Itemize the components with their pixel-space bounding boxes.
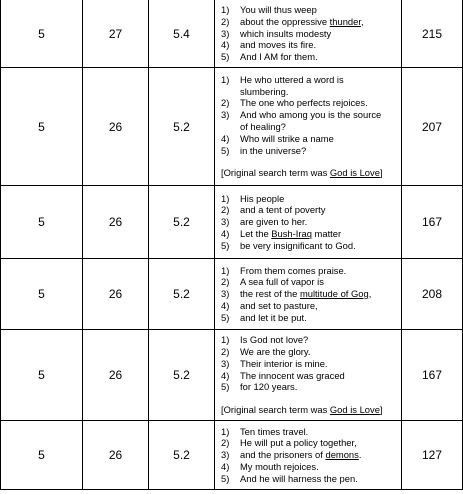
line-text [240, 133, 399, 145]
cell-col5: 215 [402, 0, 463, 68]
verse-text: His people [240, 192, 285, 204]
line-number: 1) [221, 4, 230, 15]
cell-col5: 208 [402, 259, 463, 330]
cell-col1: 5 [1, 68, 83, 186]
verse-line [221, 473, 399, 485]
verse-text: matter [311, 227, 342, 239]
line-text [240, 193, 399, 205]
line-text [240, 265, 399, 277]
cell-col5: 207 [402, 68, 463, 186]
line-text [240, 145, 399, 157]
table-row [1, 421, 463, 490]
table-row [1, 259, 463, 330]
verse-text: We are the glory. [240, 345, 311, 357]
line-text [240, 358, 399, 370]
verse-line [221, 145, 399, 157]
verse-text: and let it be put. [240, 311, 307, 323]
cell-col1: 5 [1, 421, 83, 490]
line-text [240, 121, 399, 133]
line-text [240, 74, 399, 86]
line-text [240, 276, 399, 288]
line-text [240, 426, 399, 438]
verse-text: in the universe? [240, 144, 307, 156]
verse-cell [215, 0, 402, 68]
line-number: 2) [221, 437, 230, 449]
verse-text: and a tent of poverty [240, 204, 326, 216]
cell-col1: 5 [1, 0, 83, 68]
line-text [240, 370, 399, 382]
verse-text: And I AM for them. [240, 51, 318, 63]
verse-line [221, 28, 399, 40]
verse-text: are given to her. [240, 216, 308, 228]
verse-line [221, 109, 399, 121]
line-number: 1) [221, 192, 230, 204]
line-number: 2) [221, 97, 230, 109]
cell-col1: 5 [1, 330, 83, 421]
verse-line [221, 276, 399, 288]
table-row [1, 186, 463, 259]
verse-text: . [358, 449, 362, 461]
underlined-term: demons [325, 449, 359, 461]
verse-text: Is God not love? [240, 334, 309, 346]
verse-text: Ten times travel. [240, 425, 309, 437]
verse-text: about the oppressive [240, 15, 330, 27]
table-row [1, 330, 463, 421]
line-text [240, 51, 399, 63]
verse-line [221, 193, 399, 205]
verse-text: , [368, 288, 372, 300]
line-number [221, 121, 240, 133]
verse-cell [215, 259, 402, 330]
line-number: 4) [221, 460, 230, 472]
line-number: 2) [221, 15, 230, 27]
verse-cell [215, 330, 402, 421]
verse-line [221, 312, 399, 324]
cell-col1: 5 [1, 186, 83, 259]
cell-col3: 5.2 [149, 186, 215, 259]
line-text [240, 334, 399, 346]
line-number: 4) [221, 369, 230, 381]
verse-text: He will put a policy together, [240, 437, 357, 449]
verse-cell [215, 186, 402, 259]
verse-cell [215, 68, 402, 186]
verse-text: Their interior is mine. [240, 357, 328, 369]
line-text [240, 28, 399, 40]
verse-text: which insults modesty [240, 27, 332, 39]
line-text [240, 461, 399, 473]
line-number: 5) [221, 144, 230, 156]
line-number: 5) [221, 239, 230, 251]
line-text [240, 16, 399, 28]
search-term-note [221, 167, 399, 179]
line-number: 1) [221, 264, 230, 276]
cell-col5: 167 [402, 330, 463, 421]
verse-text: be very insignificant to God. [240, 239, 356, 251]
verse-line [221, 461, 399, 473]
line-text [240, 437, 399, 449]
line-number: 5) [221, 472, 230, 484]
line-text [240, 300, 399, 312]
table-row [1, 68, 463, 186]
line-number: 1) [221, 73, 230, 85]
line-text [240, 4, 399, 16]
verse-line [221, 370, 399, 382]
verse-text: [Original search term was [221, 167, 330, 179]
line-number: 3) [221, 357, 230, 369]
verse-line [221, 133, 399, 145]
cell-col2: 26 [83, 68, 149, 186]
cell-col3: 5.2 [149, 330, 215, 421]
verse-text: , [360, 15, 364, 27]
line-number: 3) [221, 27, 230, 39]
verse-line [221, 426, 399, 438]
verse-text: Let the [240, 227, 272, 239]
verse-text: You will thus weep [240, 4, 317, 15]
verse-text: My mouth rejoices. [240, 460, 319, 472]
line-number: 1) [221, 425, 230, 437]
verse-text: Who will strike a name [240, 132, 334, 144]
verse-line [221, 288, 399, 300]
line-number: 4) [221, 132, 230, 144]
line-number: 5) [221, 51, 230, 63]
line-text [240, 312, 399, 324]
verse-text: and moves its fire. [240, 39, 317, 51]
cell-col2: 26 [83, 259, 149, 330]
cell-col5: 127 [402, 421, 463, 490]
line-number: 3) [221, 449, 230, 461]
verse-line [221, 121, 399, 133]
table-row [1, 0, 463, 68]
line-text [240, 109, 399, 121]
line-number: 4) [221, 39, 230, 51]
verse-text: for 120 years. [240, 381, 298, 393]
line-number: 3) [221, 288, 230, 300]
verse-line [221, 449, 399, 461]
line-text [240, 216, 399, 228]
line-text [240, 228, 399, 240]
verse-text: He who uttered a word is [240, 73, 344, 85]
verse-line [221, 240, 399, 252]
verse-line [221, 437, 399, 449]
cell-col2: 26 [83, 186, 149, 259]
verse-text: and the prisoners of [240, 449, 326, 461]
cell-col3: 5.2 [149, 421, 215, 490]
verse-line [221, 51, 399, 63]
line-text [240, 86, 399, 98]
verse-line [221, 228, 399, 240]
line-text [240, 204, 399, 216]
verse-line [221, 74, 399, 86]
verse-text: of healing? [240, 121, 286, 132]
line-number: 4) [221, 299, 230, 311]
line-text [240, 240, 399, 252]
verse-text: and set to pasture, [240, 299, 318, 311]
verse-text: A sea full of vapor is [240, 276, 324, 288]
verse-cell [215, 421, 402, 490]
line-number: 2) [221, 276, 230, 288]
line-text [240, 97, 399, 109]
verse-line [221, 300, 399, 312]
line-number: 5) [221, 311, 230, 323]
line-text [240, 288, 399, 300]
verse-text: the rest of the [240, 288, 300, 300]
line-number: 4) [221, 227, 230, 239]
verse-line [221, 16, 399, 28]
verse-line [221, 39, 399, 51]
cell-col2: 26 [83, 330, 149, 421]
cell-col2: 27 [83, 0, 149, 68]
verse-text: The one who perfects rejoices. [240, 97, 368, 109]
underlined-term: God is Love [329, 167, 380, 179]
line-text [240, 39, 399, 51]
underlined-term: thunder [329, 15, 361, 27]
underlined-term: God is Love [329, 404, 380, 416]
underlined-term: Bush-Iraq [271, 227, 312, 239]
verse-line [221, 216, 399, 228]
cell-col5: 167 [402, 186, 463, 259]
verse-line [221, 204, 399, 216]
cell-col1: 5 [1, 259, 83, 330]
verse-line [221, 334, 399, 346]
line-text [240, 346, 399, 358]
verse-line [221, 381, 399, 393]
line-number: 2) [221, 345, 230, 357]
verse-line [221, 265, 399, 277]
verse-text: ] [379, 404, 383, 416]
search-term-note [221, 404, 399, 416]
line-number: 3) [221, 109, 230, 121]
verse-line [221, 4, 399, 16]
results-table-body [1, 0, 463, 490]
line-number: 1) [221, 334, 230, 346]
verse-text: From them comes praise. [240, 264, 347, 276]
cell-col2: 26 [83, 421, 149, 490]
line-text [240, 449, 399, 461]
line-number [221, 86, 240, 98]
cell-col3: 5.2 [149, 259, 215, 330]
verse-line [221, 97, 399, 109]
verse-text: And who among you is the source [240, 109, 382, 121]
verse-text: The innocent was graced [240, 369, 345, 381]
underlined-term: multitude of Gog [299, 288, 369, 300]
line-number: 3) [221, 216, 230, 228]
verse-line [221, 346, 399, 358]
verse-text: And he will harness the pen. [240, 472, 358, 484]
line-number: 5) [221, 381, 230, 393]
verse-line [221, 358, 399, 370]
verse-text: ] [379, 167, 383, 179]
cell-col3: 5.4 [149, 0, 215, 68]
verse-text: [Original search term was [221, 404, 330, 416]
line-text [240, 473, 399, 485]
cell-col3: 5.2 [149, 68, 215, 186]
verse-line [221, 86, 399, 98]
line-number: 2) [221, 204, 230, 216]
line-text [240, 381, 399, 393]
verse-text: slumbering. [240, 85, 289, 97]
